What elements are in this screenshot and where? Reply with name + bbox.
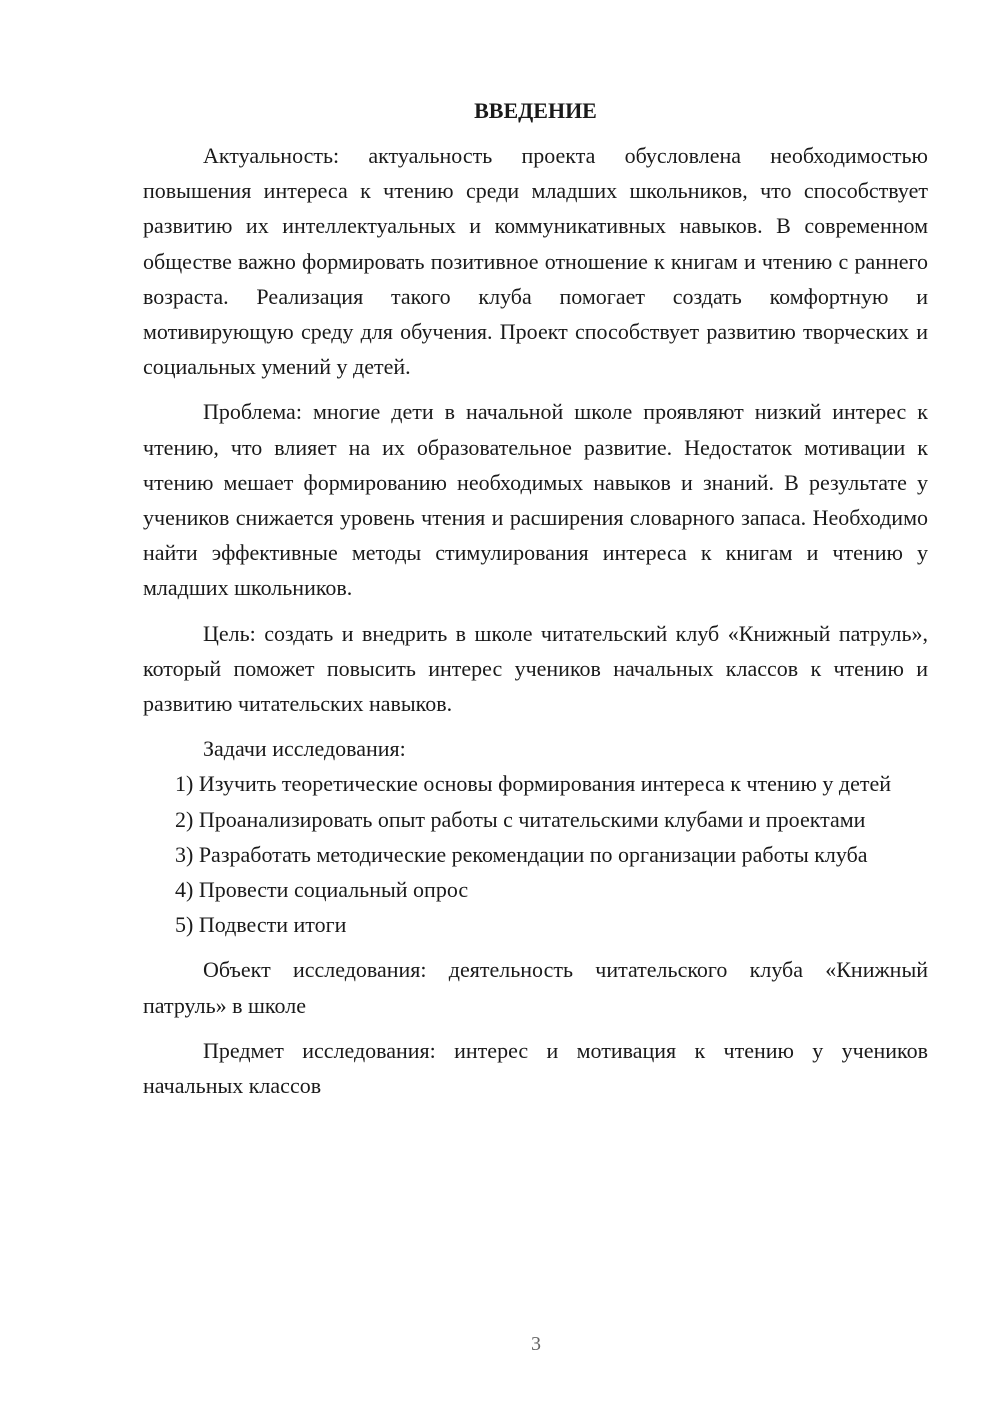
problem-paragraph: Проблема: многие дети в начальной школе проявляют низкий интерес к чтению, что влияет на их образовательное развитие. Недостаток мотивации к чтению мешает формированию необходимых навыков и знаний. В результате у учеников снижается уровень чтения и расширения словарного запаса. Необходимо найти эффективные методы стимулирования интереса к книгам и чтению у младших школьников. [143,399,928,601]
task-item-1: 1) Изучить теоретические основы формирования интереса к чтению у детей [175,771,891,797]
document-page [143,93,928,1103]
task-item-3: 3) Разработать методические рекомендации по организации работы клуба [175,841,868,867]
goal-paragraph: Цель: создать и внедрить в школе читательский клуб «Книжный патруль», который поможет повысить интерес учеников начальных классов к чтению и развитию читательских навыков. [143,620,928,717]
task-item-2: 2) Проанализировать опыт работы с читательскими клубами и проектами [175,806,866,832]
task-item-4: 4) Провести социальный опрос [175,877,469,903]
relevance-paragraph: Актуальность: актуальность проекта обусловлена необходимостью повышения интереса к чтению среди младших школьников, что способствует развитию их интеллектуальных и коммуникативных навыков. В современном обществе важно формировать позитивное отношение к книгам и чтению с раннего возраста. Реализация такого клуба помогает создать комфортную и мотивирующую среду для обучения. Проект способствует развитию творческих и социальных умений у детей. [143,143,928,380]
subject-paragraph: Предмет исследования: интерес и мотивация к чтению у учеников начальных классов [143,1037,928,1099]
tasks-title: Задачи исследования: [203,736,406,762]
object-paragraph: Объект исследования: деятельность читательского клуба «Книжный патруль» в школе [143,957,928,1018]
page-number: 3 [531,1333,541,1355]
task-item-5: 5) Подвести итоги [175,912,347,938]
section-heading: ВВЕДЕНИЕ [474,98,597,123]
